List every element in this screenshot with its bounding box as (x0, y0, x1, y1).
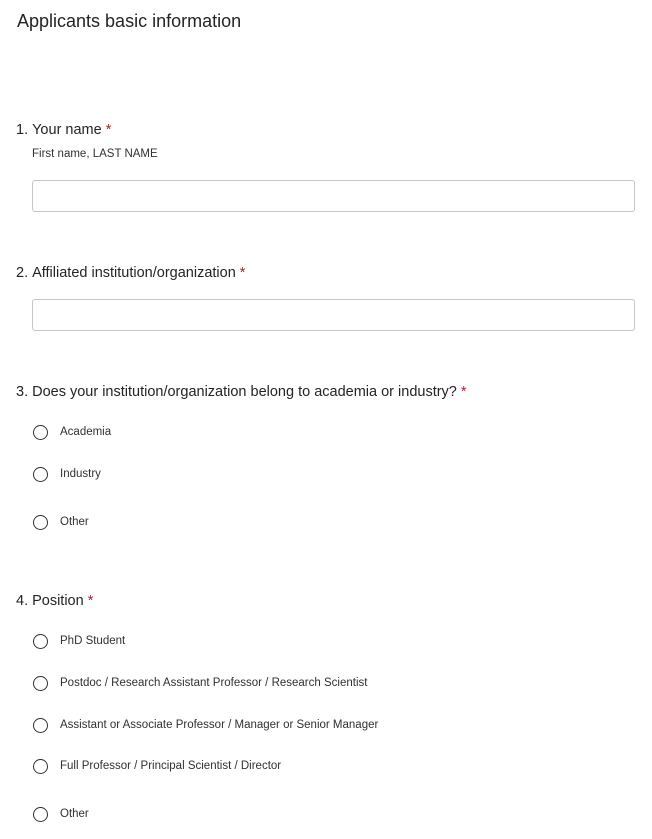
option-label: Full Professor / Principal Scientist / Director (60, 760, 282, 772)
option-label: PhD Student (60, 635, 126, 647)
radio-option-other-position[interactable] (33, 804, 89, 824)
option-label: Other (60, 516, 89, 528)
radio-button[interactable] (33, 634, 48, 649)
radio-option-phd-student[interactable] (33, 631, 125, 651)
question-number: 4. (16, 593, 29, 609)
required-marker: * (87, 593, 94, 609)
radio-option-full-professor[interactable] (33, 756, 281, 776)
question-3-title (16, 384, 467, 400)
radio-button[interactable] (33, 807, 48, 822)
radio-button[interactable] (33, 676, 48, 691)
required-marker: * (239, 265, 246, 281)
radio-button[interactable] (33, 718, 48, 733)
required-marker: * (460, 384, 467, 400)
radio-option-postdoc[interactable] (33, 673, 367, 693)
section-title: Applicants basic information (17, 11, 242, 31)
question-1-title (16, 122, 111, 138)
radio-option-academia[interactable] (33, 422, 111, 442)
radio-button[interactable] (33, 759, 48, 774)
radio-button[interactable] (33, 467, 48, 482)
option-label: Assistant or Associate Professor / Manager or Senior Manager (60, 719, 379, 731)
radio-option-other[interactable] (33, 512, 89, 532)
option-label: Academia (60, 426, 112, 438)
option-label: Other (60, 808, 89, 820)
option-label: Industry (60, 468, 101, 480)
question-number: 1. (16, 122, 29, 138)
question-2-title (16, 265, 245, 281)
question-text: Does your institution/organization belong to academia or industry? (32, 384, 457, 400)
radio-option-industry[interactable] (33, 464, 101, 484)
question-number: 3. (16, 384, 29, 400)
radio-button[interactable] (33, 515, 48, 530)
question-4-title (16, 593, 93, 609)
required-marker: * (105, 122, 112, 138)
radio-button[interactable] (33, 425, 48, 440)
name-input[interactable] (32, 180, 635, 212)
institution-input[interactable] (32, 299, 635, 331)
question-text: Affiliated institution/organization (32, 265, 236, 281)
question-1-subtitle: First name, LAST NAME (32, 148, 158, 160)
radio-option-assistant-associate[interactable] (33, 715, 378, 735)
question-text: Position (32, 593, 84, 609)
question-number: 2. (16, 265, 29, 281)
option-label: Postdoc / Research Assistant Professor / Research Scientist (60, 677, 368, 689)
question-text: Your name (32, 122, 102, 138)
